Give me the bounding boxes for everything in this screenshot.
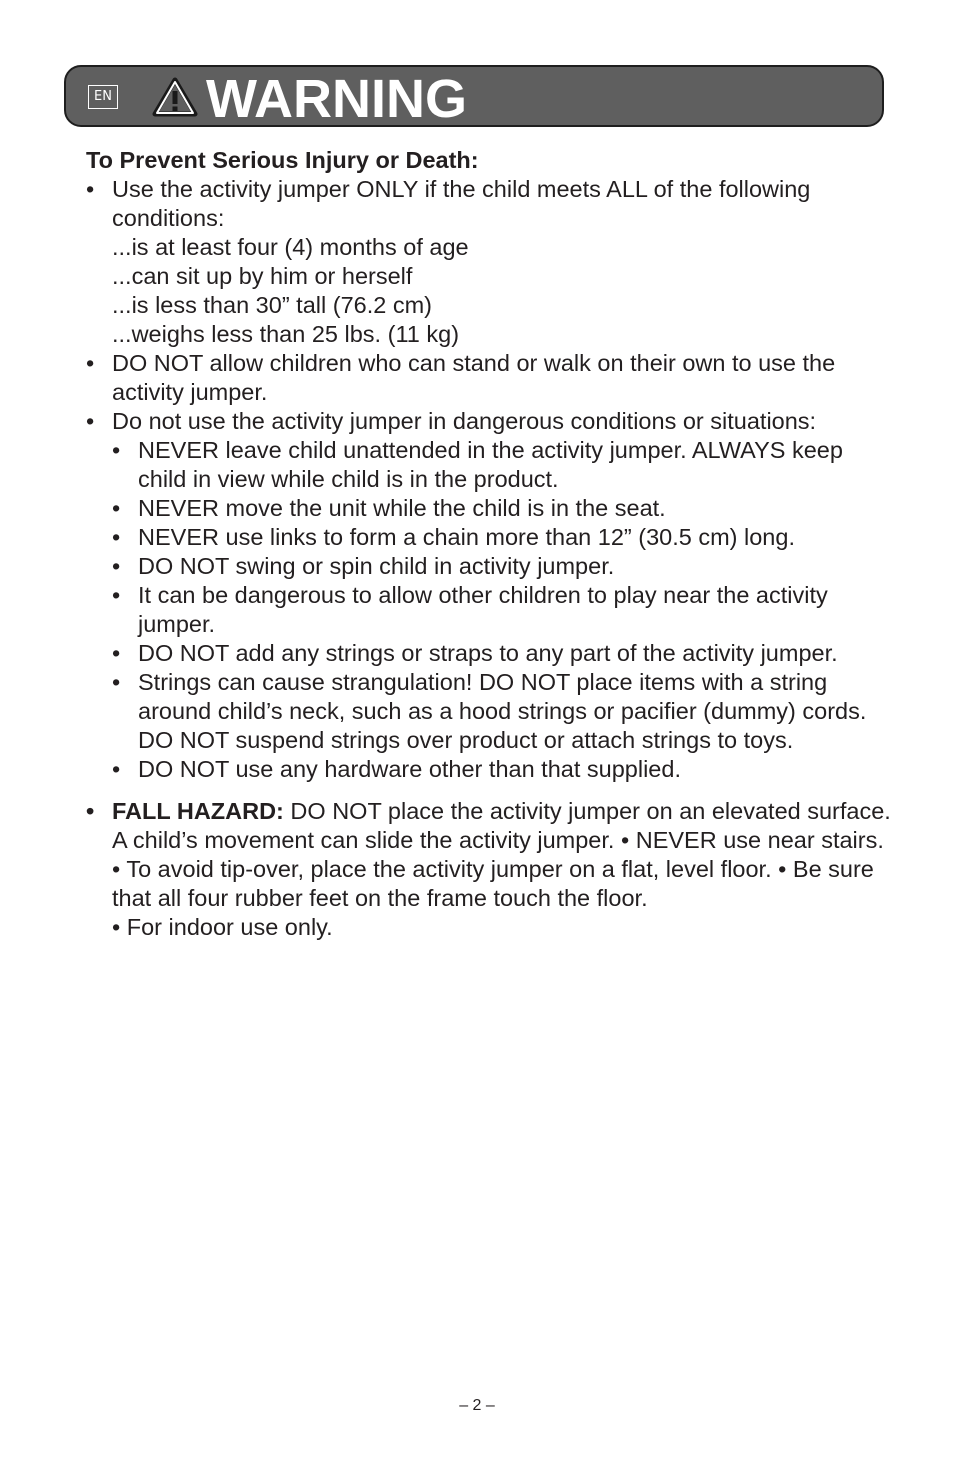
sub-list-item-text: NEVER move the unit while the child is in the seat. [138, 495, 666, 521]
bullet: • [86, 176, 95, 202]
condition-line: ...is at least four (4) months of age [112, 234, 469, 260]
sub-list-item-text: DO NOT add any strings or straps to any part of the activity jumper. [138, 640, 838, 666]
sub-list-item [86, 436, 896, 494]
sub-list-item-text: DO NOT use any hardware other than that supplied. [138, 756, 681, 782]
sub-list-item [86, 494, 896, 523]
bullet: • [112, 524, 121, 550]
condition-line: ...is less than 30” tall (76.2 cm) [112, 292, 432, 318]
fall-hazard-text: DO NOT place the activity jumper on an elevated surface. A child’s movement can slide the activity jumper. • NEVER use near stairs. • To avoid tip-over, place the activity jumper on a flat, level floor. • Be sure that all four rubber feet on the frame touch the floor. [112, 798, 891, 911]
bullet: • [86, 408, 95, 434]
indoor-use-line: • For indoor use only. [112, 914, 333, 940]
sub-list-item [86, 581, 896, 639]
sub-list-item [86, 755, 896, 784]
list-item-text: DO NOT allow children who can stand or walk on their own to use the activity jumper. [112, 350, 836, 405]
warning-banner [64, 65, 884, 127]
bullet: • [86, 350, 95, 376]
sub-list-item-text: It can be dangerous to allow other children to play near the activity jumper. [138, 582, 828, 637]
list-item-text: Use the activity jumper ONLY if the child meets ALL of the following conditions: [112, 176, 811, 231]
bullet: • [112, 437, 121, 463]
sub-list-item [86, 668, 896, 755]
bullet: • [112, 553, 121, 579]
list-item [86, 407, 896, 436]
page-number: – 2 – [459, 1397, 495, 1414]
bullet: • [112, 669, 121, 695]
list-item [86, 349, 896, 407]
sub-list-item-text: DO NOT swing or spin child in activity jumper. [138, 553, 615, 579]
condition-line: ...can sit up by him or herself [112, 263, 413, 289]
fall-hazard-item [86, 797, 896, 913]
sub-list-item-text: NEVER leave child unattended in the activity jumper. ALWAYS keep child in view while child is in the product. [138, 437, 843, 492]
fall-hazard-label: FALL HAZARD: [112, 798, 284, 824]
list-item-text: Do not use the activity jumper in dangerous conditions or situations: [112, 408, 817, 434]
list-item [86, 175, 896, 233]
language-badge: EN [88, 85, 118, 109]
warning-content [86, 146, 896, 942]
sub-list-item-text: Strings can cause strangulation! DO NOT place items with a string around child’s neck, such as a hood strings or pacifier (dummy) cords. DO NOT suspend strings over product or attach strings to toys. [138, 669, 867, 753]
section-heading: To Prevent Serious Injury or Death: [86, 147, 479, 173]
bullet: • [112, 582, 121, 608]
warning-title: WARNING [206, 69, 467, 129]
condition-line: ...weighs less than 25 lbs. (11 kg) [112, 321, 460, 347]
sub-list-item-text: NEVER use links to form a chain more than 12” (30.5 cm) long. [138, 524, 795, 550]
bullet: • [112, 640, 121, 666]
warning-triangle-icon [152, 77, 198, 117]
bullet: • [112, 756, 121, 782]
bullet: • [86, 798, 95, 824]
sub-list-item [86, 523, 896, 552]
bullet: • [112, 495, 121, 521]
sub-list-item [86, 552, 896, 581]
sub-list-item [86, 639, 896, 668]
